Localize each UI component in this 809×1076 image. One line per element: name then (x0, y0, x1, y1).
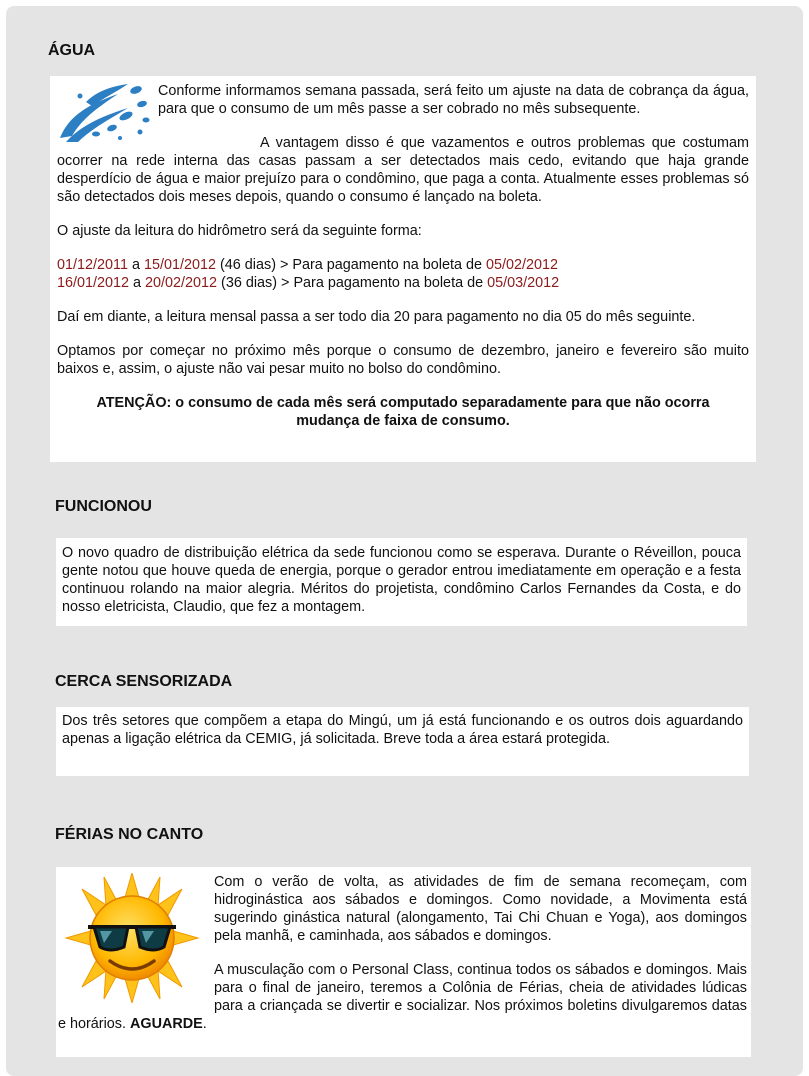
ferias-paragraph-1: Com o verão de volta, as atividades de fim de semana recomeçam, com hidroginástica aos sábados e domingos. Como novidade, a Movimenta está sugerindo ginástica natural (alongamento, Tai Chi Chuan e Yoga), aos domingos pela manhã, e caminhada, aos sábados e domingos. (214, 874, 747, 944)
ferias-paragraph-2: A musculação com o Personal Class, continua todos os sábados e domingos. Mais para o final de janeiro, teremos a Colônia de Férias, cheia de atividades lúdicas para a criançada se divertir e socializar. Nos próximos boletins divulgaremos datas e horários. AGUARDE. (58, 962, 747, 1032)
section-title-cerca: CERCA SENSORIZADA (55, 673, 233, 690)
schedule-row: 16/01/2012 a 20/02/2012 (36 dias) > Para pagamento na boleta de 05/03/2012 (57, 275, 560, 291)
water-splash-icon (56, 82, 152, 144)
agua-paragraph-5: Optamos por começar no próximo mês porque o consumo de dezembro, janeiro e fevereiro são muito baixos e, assim, o ajuste não vai pesar muito no bolso do condômino. (57, 343, 749, 377)
agua-paragraph-4: Daí em diante, a leitura mensal passa a ser todo dia 20 para pagamento no dia 05 do mês seguinte. (57, 309, 696, 325)
section-title-ferias: FÉRIAS NO CANTO (55, 826, 204, 843)
schedule-list (57, 256, 749, 292)
section-cerca (56, 707, 749, 776)
section-funcionou (56, 538, 747, 626)
sun-with-sunglasses-icon (58, 873, 206, 1003)
aguarde-emphasis: AGUARDE (130, 1016, 203, 1032)
funcionou-paragraph: O novo quadro de distribuição elétrica da sede funcionou como se esperava. Durante o Réveillon, pouca gente notou que houve queda de energia, porque o gerador entrou imediatamente em operação e a festa continuou rolando na maior alegria. Méritos do projetista, condômino Carlos Fernandes da Costa, e do nosso eletricista, Claudio, que fez a montagem. (62, 545, 741, 615)
section-agua (50, 76, 756, 462)
agua-attention: ATENÇÃO: o consumo de cada mês será computado separadamente para que não ocorra mudança de faixa de consumo. (96, 395, 710, 429)
agua-paragraph-3: O ajuste da leitura do hidrômetro será da seguinte forma: (57, 223, 422, 239)
section-ferias (56, 867, 751, 1057)
cerca-paragraph: Dos três setores que compõem a etapa do Mingú, um já está funcionando e os outros dois aguardando apenas a ligação elétrica da CEMIG, já solicitada. Breve toda a área estará protegida. (62, 713, 743, 747)
section-title-agua: ÁGUA (48, 42, 96, 59)
agua-paragraph-1: Conforme informamos semana passada, será feito um ajuste na data de cobrança da água, para que o consumo de um mês passe a ser cobrado no mês subsequente. (158, 83, 749, 117)
section-title-funcionou: FUNCIONOU (55, 498, 152, 515)
schedule-row: 01/12/2011 a 15/01/2012 (46 dias) > Para pagamento na boleta de 05/02/2012 (57, 257, 559, 273)
agua-paragraph-2: A vantagem disso é que vazamentos e outros problemas que costumam ocorrer na rede interna das casas passam a ser detectados mais cedo, evitando que haja grande desperdício de água e maior prejuízo para o condômino, que paga a conta. Atualmente esses problemas só são detectados dois meses depois, quando o consumo é lançado na boleta. (57, 135, 749, 205)
